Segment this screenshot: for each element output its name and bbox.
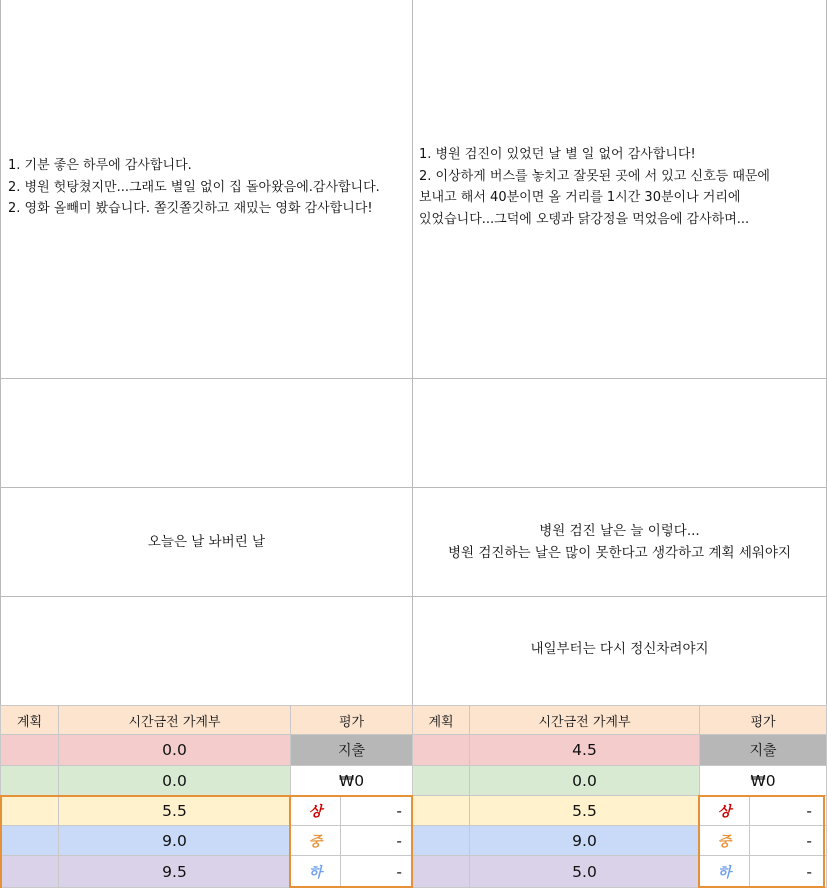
gratitude-line: 보내고 해서 40분이면 올 거리를 1시간 30분이나 거리에: [419, 190, 741, 205]
plan-cell[interactable]: [413, 856, 470, 888]
gratitude-line: 2. 병원 헛탕쳤지만...그래도 별일 없이 집 돌아왔음에.감사합니다.: [8, 179, 380, 195]
reflection-line: 오늘은 날 놔버린 날: [147, 534, 266, 550]
gratitude-line: 2. 영화 올빼미 봤습니다. 쫄깃쫄깃하고 재밌는 영화 감사합니다!: [8, 201, 373, 216]
plan-cell[interactable]: [413, 766, 470, 796]
expense-label: 지출: [291, 735, 413, 766]
gratitude-line: 1. 병원 검진이 있었던 날 별 일 없어 감사합니다!: [419, 147, 696, 162]
tomorrow-text: 내일부터는 다시 정신차려야지: [530, 641, 709, 657]
ledger-value[interactable]: 5.5: [470, 796, 700, 826]
empty-cell-left[interactable]: [1, 379, 412, 487]
grade-low-label: 하: [291, 856, 341, 888]
reflection-line: 병원 검진 날은 늘 이렇다...: [539, 523, 700, 539]
plan-cell[interactable]: [413, 826, 470, 856]
ledger-value[interactable]: 0.0: [59, 766, 291, 796]
plan-cell[interactable]: [0, 766, 59, 796]
plan-cell[interactable]: [0, 796, 59, 826]
money-value[interactable]: ₩0: [700, 766, 827, 796]
ledger-value[interactable]: 5.0: [470, 856, 700, 888]
ledger-value[interactable]: 4.5: [470, 735, 700, 766]
header-eval: 평가: [291, 705, 413, 735]
grade-mid-value[interactable]: -: [341, 826, 413, 856]
money-value[interactable]: ₩0: [291, 766, 413, 796]
ledger-value[interactable]: 9.0: [470, 826, 700, 856]
gratitude-line: 1. 기분 좋은 하루에 감사합니다.: [8, 158, 192, 173]
empty-cell-right[interactable]: [413, 379, 826, 487]
plan-cell[interactable]: [0, 856, 59, 888]
grade-low-value[interactable]: -: [341, 856, 413, 888]
gratitude-left-cell[interactable]: [8, 155, 408, 220]
reflection-left-cell[interactable]: [1, 488, 412, 596]
plan-cell[interactable]: [413, 796, 470, 826]
grade-high-label: 상: [291, 796, 341, 826]
header-eval: 평가: [700, 705, 827, 735]
gratitude-line: 2. 이상하게 버스를 놓치고 잘못된 곳에 서 있고 신호등 때문에: [419, 168, 770, 184]
grade-mid-label: 중: [700, 826, 750, 856]
ledger-value[interactable]: 9.5: [59, 856, 291, 888]
grade-mid-label: 중: [291, 826, 341, 856]
plan-cell[interactable]: [0, 735, 59, 766]
grade-high-label: 상: [700, 796, 750, 826]
header-plan: 계획: [0, 705, 59, 735]
grade-low-label: 하: [700, 856, 750, 888]
gratitude-line: 있었습니다...그덕에 오뎅과 닭강정을 먹었음에 감사하며...: [419, 211, 750, 227]
grade-high-value[interactable]: -: [750, 796, 827, 826]
header-ledger: 시간금전 가계부: [470, 705, 700, 735]
grade-mid-value[interactable]: -: [750, 826, 827, 856]
header-ledger: 시간금전 가계부: [59, 705, 291, 735]
plan-cell[interactable]: [0, 826, 59, 856]
tomorrow-left-cell[interactable]: [1, 597, 412, 705]
expense-label: 지출: [700, 735, 827, 766]
reflection-line: 병원 검진하는 날은 많이 못한다고 생각하고 계획 세워야지: [447, 545, 792, 561]
header-plan: 계획: [413, 705, 470, 735]
ledger-value[interactable]: 0.0: [470, 766, 700, 796]
ledger-value[interactable]: 0.0: [59, 735, 291, 766]
tomorrow-right-cell[interactable]: [413, 597, 826, 705]
reflection-right-cell[interactable]: [413, 488, 826, 596]
grade-high-value[interactable]: -: [341, 796, 413, 826]
plan-cell[interactable]: [413, 735, 470, 766]
gratitude-right-cell[interactable]: [419, 144, 824, 230]
ledger-value[interactable]: 5.5: [59, 796, 291, 826]
grade-low-value[interactable]: -: [750, 856, 827, 888]
ledger-value[interactable]: 9.0: [59, 826, 291, 856]
